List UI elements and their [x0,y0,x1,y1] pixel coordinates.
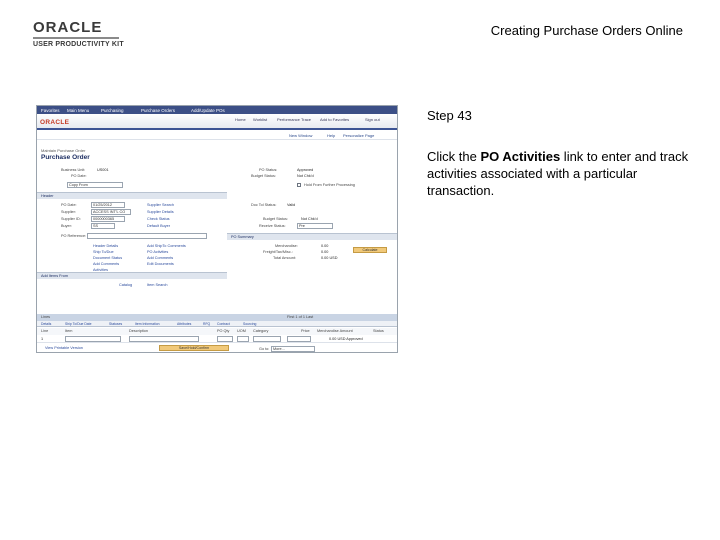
tab-item-information[interactable]: Item Information [135,322,160,326]
table-row [37,335,397,343]
nav-main-menu[interactable]: Main Menu [67,108,90,113]
performance-trace-link[interactable]: Performance Trace [277,117,312,122]
total-amount-label: Total Amount: [273,256,297,260]
activities-link[interactable]: Activities [93,268,108,272]
default-buyer-link[interactable]: Default Buyer [147,224,171,228]
page-toolbar [37,132,397,140]
tab-statuses[interactable]: Statuses [109,322,123,326]
col-merchandise-amount: Merchandise Amount [317,329,353,333]
edit-documents-link[interactable]: Edit Documents [147,262,174,266]
supplier-input[interactable]: ACCESS INT'L CO [91,209,131,215]
buyer-input[interactable]: SS [91,223,115,229]
row-line-number: 1 [41,337,44,341]
document-title: Creating Purchase Orders Online [490,23,683,38]
po-activities-link[interactable]: PO Activities [147,250,169,254]
oracle-upk-logo [33,20,158,48]
item-search-link[interactable]: Item Search [147,283,168,287]
check-status-link[interactable]: Check Status [147,217,170,221]
col-uom: UOM [237,329,246,333]
row-category-input[interactable] [253,336,281,342]
hold-label: Hold From Further Processing [304,183,355,187]
freight-label: Freight/Tax/Misc.: [263,250,293,254]
business-unit-value: US001 [97,168,109,172]
add-items-title: Add Items From [41,274,69,278]
add-comments-link[interactable]: Add Comments [93,262,120,266]
receive-status-dropdown[interactable]: Pre [297,223,333,229]
po-status-label: PO Status: [259,168,278,172]
merchandise-label: Merchandise: [275,244,298,248]
sign-out-link[interactable]: Sign out [365,117,380,122]
home-link[interactable]: Home [235,117,246,122]
business-unit-label: Business Unit: [61,168,86,172]
lines-grid-header [37,314,397,321]
supplier-details-link[interactable]: Supplier Details [147,210,174,214]
receive-status-label: Receive Status: [259,224,286,228]
tab-rfq[interactable]: RFQ [203,322,211,326]
help-link[interactable]: Help [327,133,336,138]
hold-checkbox[interactable] [297,183,301,187]
header-section-title: Header [41,194,54,198]
go-to-label: Go to: [259,347,270,351]
add-comments-2-link[interactable]: Add Comments [147,256,174,260]
catalog-link[interactable]: Catalog [119,283,133,287]
top-navigation-bar [37,106,397,114]
supplier-id-label: Supplier ID: [61,217,81,221]
tab-sourcing[interactable]: Sourcing [243,322,257,326]
supplier-id-input[interactable]: 0000000365 [91,216,125,222]
row-status-value: 0.00 USD Approved [329,337,363,341]
nav-purchase-orders[interactable]: Purchase Orders [141,108,176,113]
document-status-link[interactable]: Document Status [93,256,123,260]
header-details-link[interactable]: Header Details [93,244,119,248]
col-po-qty: PO Qty [217,329,230,333]
row-qty-input[interactable] [217,336,233,342]
copy-from-dropdown[interactable]: Copy From [67,182,123,188]
page-title: Purchase Order [41,154,90,161]
step-instruction [427,148,697,199]
logo-rule [33,37,119,39]
personalize-page-link[interactable]: Personalize Page [343,133,375,138]
view-printable-link[interactable]: View Printable Version [45,346,83,350]
add-to-favorites-link[interactable]: Add to Favorites [320,117,350,122]
worklist-link[interactable]: Worklist [253,117,268,122]
budget-status-2-label: Budget Status: [263,217,288,221]
save-button[interactable]: Save/Hold/Confirm [159,345,229,351]
total-amount-value: 0.00 USD [321,256,338,260]
col-line: Line [41,329,49,333]
new-window-link[interactable]: New Window [289,133,313,138]
add-items-section[interactable] [37,272,227,279]
instruction-lead: Click the [427,149,481,164]
row-price-input[interactable] [287,336,311,342]
instruction-link-name: PO Activities [480,149,561,164]
col-item: Item [65,329,73,333]
lines-label: Lines [41,315,51,319]
supplier-label: Supplier: [61,210,76,214]
add-shipto-comments-link[interactable]: Add ShipTo Comments [147,244,186,248]
step-title: Step 43 [427,108,472,123]
tab-details[interactable]: Details [41,322,52,326]
po-reference-input[interactable] [87,233,207,239]
embedded-screenshot [36,105,398,353]
col-description: Description [129,329,148,333]
budget-status-value: Not Chk'd [297,174,314,178]
ship-to-due-link[interactable]: Ship To/Due [93,250,114,254]
doc-tol-status-value: Valid [287,203,296,207]
col-price: Price [301,329,310,333]
tab-ship-to-due-date[interactable]: Ship To/Due Date [65,322,92,326]
nav-favorites[interactable]: Favorites [41,108,60,113]
supplier-search-link[interactable]: Supplier Search [147,203,175,207]
po-summary-section[interactable] [227,233,398,240]
nav-purchasing[interactable]: Purchasing [101,108,124,113]
po-date-label: PO Date: [71,174,87,178]
col-status: Status [373,329,384,333]
upk-wordmark: USER PRODUCTIVITY KIT [33,41,124,48]
tab-contract[interactable]: Contract [217,322,230,326]
merchandise-value: 0.00 [321,244,329,248]
oracle-logo: ORACLE [40,119,70,126]
budget-status-label: Budget Status: [251,174,276,178]
buyer-label: Buyer: [61,224,72,228]
breadcrumb: Maintain Purchase Order [41,148,86,153]
po-status-value: Approved [297,168,314,172]
grid-navigation[interactable]: First 1 of 1 Last [287,315,314,319]
po-summary-title: PO Summary [231,235,254,239]
po-date-field-label: PO Date: [61,203,77,207]
row-item-input[interactable] [65,336,121,342]
oracle-wordmark: ORACLE [33,19,103,36]
bottom-toolbar [37,345,397,353]
brand-bar [37,114,397,130]
po-date-input[interactable]: 01/25/2012 [91,202,125,208]
col-category: Category [253,329,269,333]
po-reference-label: PO Reference: [61,234,87,238]
lines-grid-tabs [37,321,397,327]
go-to-dropdown[interactable]: More... [271,346,315,352]
freight-value: 0.00 [321,250,329,254]
instruction-tail: link to enter and track activities associated with a particular transaction. [427,149,689,198]
tab-attributes[interactable]: Attributes [177,322,192,326]
lines-grid-columns [37,328,397,335]
row-description-input[interactable] [129,336,199,342]
budget-status-2-value: Not Chk'd [301,217,318,221]
doc-tol-status-label: Doc Tol Status: [251,203,277,207]
nav-add-update-pos[interactable]: Add/Update POs [191,108,225,113]
header-section[interactable] [37,192,227,199]
calculate-button[interactable]: Calculate [353,247,387,253]
row-uom-input[interactable] [237,336,249,342]
